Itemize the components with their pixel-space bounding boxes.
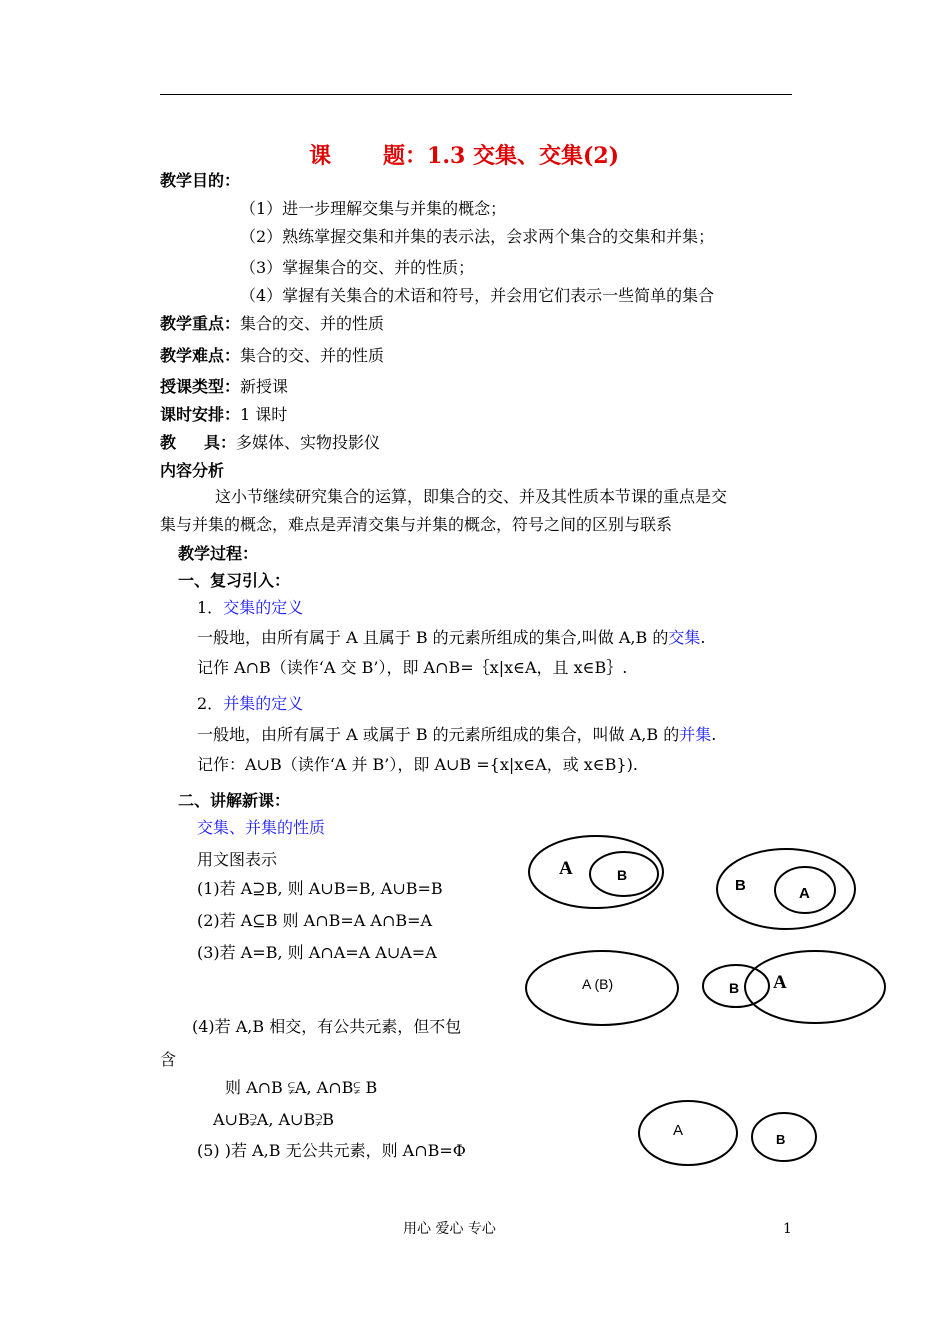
item2-definition: 一般地，由所有属于 A 或属于 B 的元素所组成的集合，叫做 A,B 的并集. — [197, 725, 717, 744]
review-heading: 一、复习引入： — [178, 571, 291, 590]
page-number: 1 — [783, 1221, 792, 1237]
venn3-label: A (B) — [582, 976, 614, 992]
venn5-label-a: A — [673, 1122, 684, 1139]
venn1-label-b: B — [617, 867, 628, 883]
property-5: (5) )若 A,B 无公共元素，则 A∩B=Φ — [197, 1141, 466, 1160]
item1-heading: 1．交集的定义 — [197, 598, 304, 617]
analysis-line-2: 集与并集的概念，难点是弄清交集与并集的概念，符号之间的区别与联系 — [160, 515, 673, 534]
property-1: (1)若 A⊇B, 则 A∪B=B, A∪B=B — [197, 879, 443, 898]
item1-definition: 一般地，由所有属于 A 且属于 B 的元素所组成的集合,叫做 A,B 的交集. — [197, 628, 706, 647]
venn1-label-a: A — [559, 858, 573, 879]
property-4-line-2: 含 — [160, 1050, 177, 1069]
difficulties: 教学难点：集合的交、并的性质 — [160, 346, 385, 365]
key-points: 教学重点：集合的交、并的性质 — [160, 314, 385, 333]
analysis-label: 内容分析 — [160, 461, 225, 480]
objective-item-4: （4）掌握有关集合的术语和符号，并会用它们表示一些简单的集合 — [240, 286, 715, 305]
schedule: 课时安排：1 课时 — [160, 405, 288, 424]
item2-heading: 2．并集的定义 — [197, 694, 304, 713]
venn4-right-ellipse — [745, 951, 885, 1023]
objective-item-2: （2）熟练掌握交集和并集的表示法，会求两个集合的交集和并集； — [240, 227, 715, 246]
analysis-line-1: 这小节继续研究集合的运算，即集合的交、并及其性质本节课的重点是交 — [215, 487, 728, 506]
venn5-left-ellipse — [639, 1101, 737, 1165]
item2-notation: 记作：A∪B（读作‘A 并 B’），即 A∪B ={x|x∈A，或 x∈B}). — [197, 755, 638, 774]
objective-item-3: （3）掌握集合的交、并的性质； — [240, 258, 475, 277]
properties-title: 交集、并集的性质 — [197, 818, 326, 837]
property-4-line-1: (4)若 A,B 相交，有公共元素，但不包 — [192, 1017, 462, 1036]
venn4-label-b: B — [729, 980, 740, 996]
page-title: 课 题：1.3 交集、交集(2) — [309, 143, 620, 169]
property-2: (2)若 A⊆B 则 A∩B=A A∩B=A — [197, 911, 433, 930]
property-4-intersection: 则 A∩B ⫋A, A∩B⫋ B — [225, 1078, 378, 1097]
item1-notation: 记作 A∩B（读作‘A 交 B’），即 A∩B=｛x|x∈A，且 x∈B｝. — [197, 658, 628, 677]
venn2-label-a: A — [799, 885, 810, 902]
lesson-type: 授课类型：新授课 — [160, 377, 289, 396]
tools: 教 具：多媒体、实物投影仪 — [160, 433, 381, 452]
footer-motto: 用心 爱心 专心 — [403, 1221, 496, 1237]
objective-item-1: （1）进一步理解交集与并集的概念； — [240, 199, 507, 218]
property-4-union: A∪B⫌A, A∪B⫌B — [213, 1110, 335, 1129]
venn2-label-b: B — [735, 877, 746, 894]
new-lesson-heading: 二、讲解新课： — [178, 791, 291, 810]
objectives-label: 教学目的： — [160, 171, 241, 190]
venn-intro: 用文图表示 — [197, 850, 278, 869]
venn5-label-b: B — [776, 1132, 786, 1147]
property-3: (3)若 A=B, 则 A∩A=A A∪A=A — [197, 943, 437, 962]
process-label: 教学过程： — [178, 544, 259, 563]
venn4-label-a: A — [773, 972, 787, 993]
venn1-outer-ellipse — [529, 836, 663, 908]
